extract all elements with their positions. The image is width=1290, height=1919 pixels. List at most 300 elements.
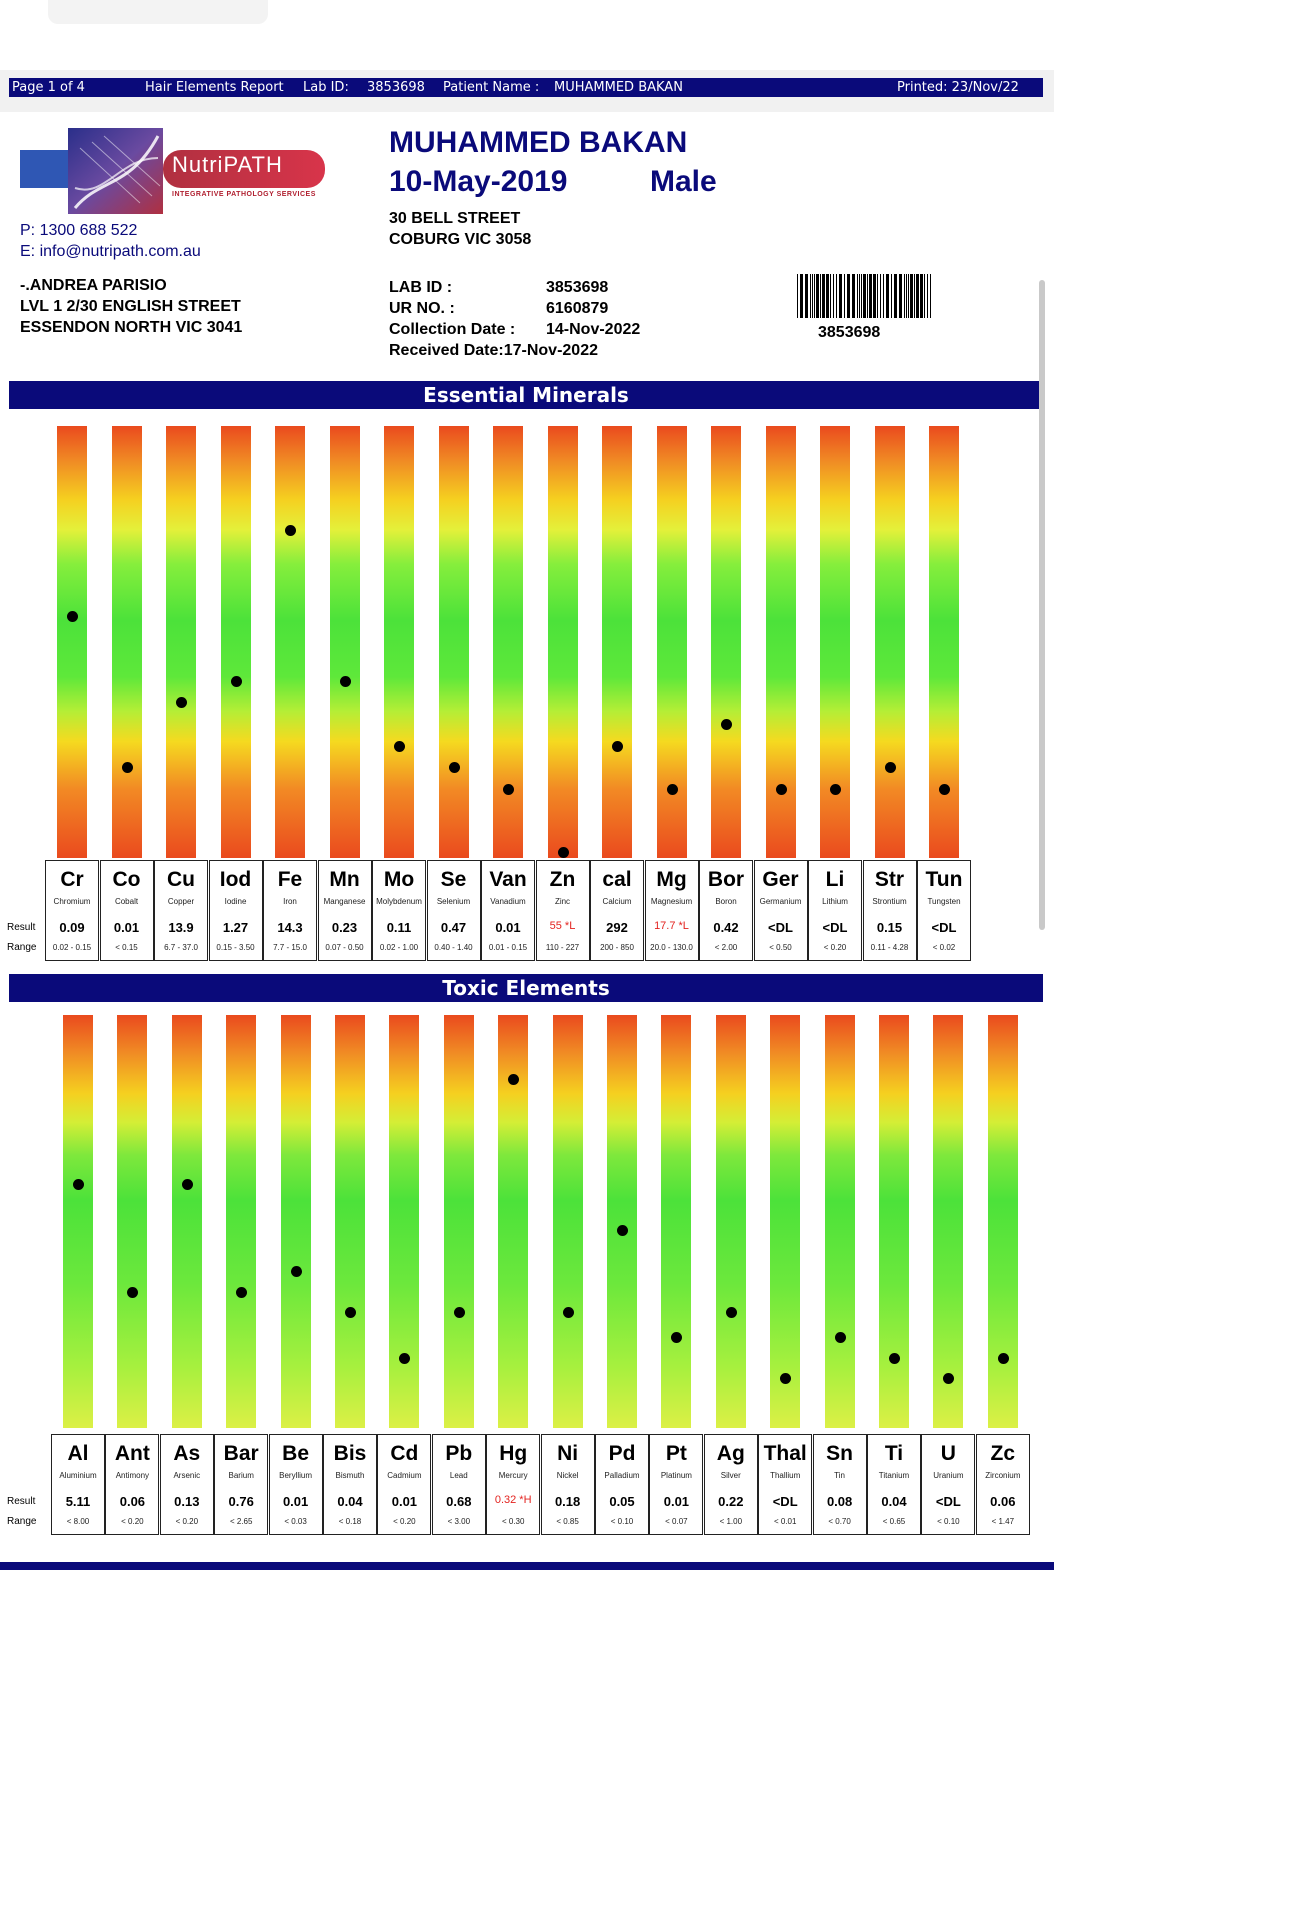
barcode-bar [930,274,931,318]
header-patient-name: MUHAMMED BAKAN [554,80,683,95]
barcode-bar [920,274,923,318]
essential-range-co: < 0.15 [115,943,138,952]
essential-name-se: Selenium [436,897,471,906]
toxic-bar-bis [335,1015,365,1428]
essential-name-mg: Magnesium [650,897,693,906]
barcode-bar [899,274,902,318]
toxic-cell-zc [976,1434,1030,1535]
toxic-symbol-u: U [940,1442,956,1465]
essential-bar-mo [384,426,414,858]
patient-name: MUHAMMED BAKAN [389,126,688,159]
toxic-cell-bar [214,1434,268,1535]
toxic-range-thal: < 0.01 [773,1517,797,1526]
toxic-marker-bar [236,1287,247,1298]
essential-range-mo: 0.02 - 1.00 [379,943,419,952]
barcode-number: 3853698 [818,324,881,341]
essential-cell-mg [645,860,699,961]
toxic-result-pd: 0.05 [609,1494,635,1509]
essential-result-str: 0.15 [876,920,903,935]
toxic-bar-be [281,1015,311,1428]
header-lab-id-label: Lab ID: [303,80,349,95]
essential-result-van: 0.01 [495,920,521,935]
phone: P: 1300 688 522 [20,222,138,239]
ur-label: UR NO. : [389,300,455,317]
essential-minerals-heading: Essential Minerals [9,381,1043,409]
essential-result-cr: 0.09 [59,920,85,935]
essential-symbol-mo: Mo [383,868,415,891]
essential-bar-str [875,426,905,858]
barcode-bar [800,274,803,318]
barcode-bar [883,274,884,318]
essential-name-fe: Iron [283,897,297,906]
essential-marker-bor [721,719,732,730]
toxic-bar-sn [825,1015,855,1428]
barcode-bar [839,274,842,318]
essential-symbol-se: Se [440,868,467,891]
essential-symbol-van: Van [489,868,527,891]
essential-cell-str [863,860,917,961]
essential-marker-str [885,762,896,773]
essential-cell-li [808,860,862,961]
toxic-range-row-label: Range [7,1516,37,1527]
toxic-bar-al [63,1015,93,1428]
toxic-bar-as [172,1015,202,1428]
barcode-bar [833,274,834,318]
barcode-bar [886,274,889,318]
toxic-result-ant: 0.06 [119,1494,146,1509]
essential-range-iod: 0.15 - 3.50 [216,943,255,952]
essential-name-li: Lithium [822,897,848,906]
toxic-name-ni: Nickel [556,1471,579,1480]
barcode-bar [927,274,928,318]
essential-bar-cr [57,426,87,858]
lab-id-label: LAB ID : [389,279,453,296]
barcode-bar [847,274,850,318]
toxic-result-row-label: Result [7,1496,36,1507]
toxic-range-cd: < 0.20 [393,1517,416,1526]
essential-marker-tun [939,784,950,795]
essential-range-zn: 110 - 227 [545,943,580,952]
essential-result-bor: 0.42 [713,920,739,935]
essential-bar-bor [711,426,741,858]
barcode-bar [826,274,829,318]
essential-name-iod: Iodine [224,897,247,906]
toxic-cell-bis [323,1434,377,1535]
toxic-cell-ti [867,1434,921,1535]
toxic-name-pb: Lead [449,1471,468,1480]
barcode-bar [914,274,915,318]
barcode-bar [863,274,866,318]
toxic-symbol-pt: Pt [665,1442,687,1465]
header-patient-label: Patient Name : [443,80,540,95]
toxic-symbol-al: Al [67,1442,89,1465]
essential-result-mo: 0.11 [386,920,412,935]
toxic-bar-ni [553,1015,583,1428]
toxic-symbol-hg: Hg [499,1442,528,1465]
essential-symbol-str: Str [874,868,905,891]
toxic-result-hg: 0.32 *H [494,1494,532,1506]
doctor-name: -.ANDREA PARISIO [20,277,167,294]
toxic-range-bar: < 2.65 [229,1517,253,1526]
essential-symbol-fe: Fe [277,868,303,891]
essential-range-tun: < 0.02 [932,943,956,952]
essential-bar-mn [330,426,360,858]
toxic-bar-u [933,1015,963,1428]
essential-marker-fe [285,525,296,536]
essential-bar-co [112,426,142,858]
essential-result-iod: 1.27 [222,920,249,935]
barcode-bar [869,274,872,318]
toxic-name-thal: Thallium [770,1471,801,1480]
essential-result-zn: 55 *L [549,920,576,932]
essential-cell-mo [372,860,426,961]
toxic-range-pb: < 3.00 [447,1517,471,1526]
barcode-bar [910,274,913,318]
essential-cell-cu [154,860,208,961]
toxic-marker-be [291,1266,302,1277]
essential-range-cr: 0.02 - 0.15 [52,943,92,952]
essential-symbol-ger: Ger [762,868,799,891]
essential-result-se: 0.47 [440,920,467,935]
toxic-symbol-be: Be [282,1442,310,1465]
toxic-symbol-pb: Pb [445,1442,473,1465]
essential-marker-li [830,784,841,795]
essential-symbol-mn: Mn [329,868,360,891]
toxic-name-hg: Mercury [498,1471,528,1480]
essential-cell-van [481,860,535,961]
doctor-address-2: ESSENDON NORTH VIC 3041 [20,319,243,336]
barcode-bar [812,274,813,318]
essential-name-str: Strontium [872,897,907,906]
essential-name-ger: Germanium [759,897,802,906]
barcode-bar [859,274,860,318]
barcode-bar [857,274,858,318]
essential-marker-mg [667,784,678,795]
essential-marker-mn [340,676,351,687]
toxic-cell-pb [432,1434,486,1535]
patient-address-1: 30 BELL STREET [389,210,521,227]
toxic-range-u: < 0.10 [937,1517,960,1526]
essential-bar-cal [602,426,632,858]
essential-symbol-cal: cal [602,868,632,891]
essential-marker-cal [612,741,623,752]
essential-result-mg: 17.7 *L [654,920,689,932]
barcode-bar [844,274,845,318]
barcode-bar [805,274,808,318]
essential-name-cu: Copper [167,897,195,906]
toxic-result-u: <DL [935,1494,961,1509]
report-header-bar [9,78,1043,97]
toxic-name-sn: Tin [834,1471,845,1480]
barcode-bar [867,274,868,318]
essential-name-cr: Chromium [53,897,91,906]
essential-cell-fe [263,860,317,961]
patient-address-2: COBURG VIC 3058 [389,231,532,248]
toxic-bar-ti [879,1015,909,1428]
toxic-result-sn: 0.08 [826,1494,853,1509]
toxic-symbol-ant: Ant [114,1442,150,1465]
essential-bar-se [439,426,469,858]
barcode-bar [906,274,907,318]
toxic-marker-zc [998,1353,1009,1364]
barcode-bar [814,274,815,318]
printed-date: Printed: 23/Nov/22 [897,80,1019,95]
barcode-bar [822,274,825,318]
toxic-bar-pd [607,1015,637,1428]
essential-symbol-tun: Tun [925,868,963,891]
essential-result-row-label: Result [7,922,36,933]
essential-range-mg: 20.0 - 130.0 [650,943,693,952]
toxic-name-ti: Titanium [878,1471,910,1480]
toxic-result-thal: <DL [772,1494,798,1509]
barcode-bar [797,274,798,318]
toxic-cell-ant [105,1434,159,1535]
toxic-range-ti: < 0.65 [882,1517,906,1526]
toxic-symbol-ag: Ag [716,1442,745,1465]
next-page-header-fragment [0,1562,1054,1570]
essential-result-mn: 0.23 [331,920,358,935]
essential-range-cu: 6.7 - 37.0 [164,943,198,952]
toxic-cell-pt [649,1434,703,1535]
barcode-bar [830,274,831,318]
toxic-range-sn: < 0.70 [828,1517,851,1526]
toxic-cell-be [269,1434,323,1535]
essential-result-li: <DL [822,920,848,935]
barcode [797,274,933,318]
essential-range-van: 0.01 - 0.15 [488,943,528,952]
toxic-marker-pd [617,1225,628,1236]
page-indicator: Page 1 of 4 [12,80,85,95]
toxic-cell-u [921,1434,975,1535]
scrollbar[interactable] [1039,280,1045,930]
toxic-range-be: < 0.03 [284,1517,307,1526]
essential-name-tun: Tungsten [927,897,961,906]
toxic-name-u: Uranium [933,1471,964,1480]
essential-cell-bor [699,860,753,961]
barcode-bar [873,274,876,318]
barcode-bar [852,274,855,318]
essential-range-li: < 0.20 [823,943,847,952]
toxic-result-zc: 0.06 [990,1494,1016,1509]
patient-sex: Male [650,165,717,198]
toxic-name-ag: Silver [720,1471,741,1480]
essential-range-fe: 7.7 - 15.0 [273,943,307,952]
toxic-symbol-zc: Zc [990,1442,1016,1465]
barcode-bar [816,274,819,318]
logo-tagline: INTEGRATIVE PATHOLOGY SERVICES [172,191,316,198]
toxic-range-ni: < 0.85 [556,1517,579,1526]
toxic-cell-ag [704,1434,758,1535]
toxic-cell-hg [486,1434,540,1535]
toxic-cell-sn [813,1434,867,1535]
essential-name-bor: Boron [715,897,737,906]
toxic-bar-cd [389,1015,419,1428]
essential-cell-tun [917,860,971,961]
essential-symbol-cr: Cr [60,868,84,891]
essential-symbol-mg: Mg [656,868,687,891]
essential-range-cal: 200 - 850 [600,943,634,952]
essential-result-fe: 14.3 [277,920,303,935]
toxic-name-bar: Barium [228,1471,254,1480]
essential-bar-iod [221,426,251,858]
barcode-bar [904,274,905,318]
essential-cell-mn [318,860,372,961]
toxic-name-bis: Bismuth [335,1471,365,1480]
barcode-bar [916,274,919,318]
toxic-result-ti: 0.04 [881,1494,907,1509]
essential-symbol-li: Li [825,868,845,891]
essential-result-cu: 13.9 [168,920,194,935]
header-lab-id: 3853698 [367,80,425,95]
toxic-symbol-bar: Bar [223,1442,259,1465]
barcode-bar [836,274,837,318]
collection-label: Collection Date : [389,321,516,338]
toxic-result-pb: 0.68 [446,1494,472,1509]
essential-cell-se [427,860,481,961]
toxic-name-ant: Antimony [115,1471,150,1480]
essential-range-mn: 0.07 - 0.50 [325,943,364,952]
toxic-marker-ti [889,1353,900,1364]
toxic-elements-heading: Toxic Elements [9,974,1043,1002]
toxic-bar-bar [226,1015,256,1428]
toxic-cell-as [160,1434,214,1535]
barcode-bar [908,274,909,318]
toxic-result-ag: 0.22 [718,1494,744,1509]
toxic-cell-thal [758,1434,812,1535]
essential-name-cal: Calcium [602,897,632,906]
toxic-symbol-ni: Ni [557,1442,579,1465]
toxic-range-ant: < 0.20 [121,1517,144,1526]
essential-name-co: Cobalt [114,897,139,906]
toxic-cell-al [51,1434,105,1535]
email: E: info@nutripath.com.au [20,243,201,260]
essential-minerals-chart [0,409,1054,969]
essential-name-van: Vanadium [490,897,526,906]
barcode-bar [877,274,878,318]
logo-brand: NutriPATH [172,152,283,177]
toxic-range-al: < 8.00 [66,1517,90,1526]
toxic-name-as: Arsenic [173,1471,201,1480]
essential-cell-cal [590,860,644,961]
toxic-bar-pb [444,1015,474,1428]
essential-result-cal: 292 [606,920,628,935]
essential-marker-co [122,762,133,773]
essential-cell-co [100,860,154,961]
toxic-cell-pd [595,1434,649,1535]
toxic-elements-chart [0,1002,1054,1557]
essential-symbol-iod: Iod [219,868,252,891]
barcode-bar [894,274,897,318]
essential-bar-cu [166,426,196,858]
toxic-range-pd: < 0.10 [610,1517,634,1526]
essential-symbol-zn: Zn [549,868,576,891]
toxic-name-cd: Cadmium [387,1471,422,1480]
lab-id-value: 3853698 [546,279,609,296]
essential-bar-fe [275,426,305,858]
barcode-bar [880,274,881,318]
barcode-bar [820,274,821,318]
essential-cell-zn [536,860,590,961]
toxic-bar-thal [770,1015,800,1428]
toxic-symbol-thal: Thal [763,1442,807,1465]
toxic-result-be: 0.01 [282,1494,309,1509]
toxic-result-bar: 0.76 [228,1494,254,1509]
toxic-result-pt: 0.01 [663,1494,690,1509]
toxic-result-bis: 0.04 [337,1494,363,1509]
essential-marker-mo [394,741,405,752]
barcode-bar [810,274,811,318]
toxic-name-al: Aluminium [59,1471,97,1480]
essential-range-se: 0.40 - 1.40 [434,943,473,952]
essential-cell-cr [45,860,99,961]
essential-range-str: 0.11 - 4.28 [870,943,909,952]
received-date: Received Date:17-Nov-2022 [389,342,598,359]
essential-symbol-cu: Cu [167,868,195,891]
barcode-bar [861,274,862,318]
doctor-address-1: LVL 1 2/30 ENGLISH STREET [20,298,241,315]
barcode-bar [891,274,892,318]
toxic-symbol-sn: Sn [826,1442,854,1465]
toxic-result-al: 5.11 [65,1494,91,1509]
essential-marker-iod [231,676,242,687]
toxic-range-pt: < 0.07 [665,1517,688,1526]
toxic-symbol-ti: Ti [884,1442,904,1465]
toxic-range-ag: < 1.00 [719,1517,743,1526]
essential-range-bor: < 2.00 [714,943,738,952]
toxic-range-as: < 0.20 [175,1517,199,1526]
essential-name-mn: Manganese [323,897,366,906]
essential-symbol-co: Co [112,868,141,891]
toxic-cell-ni [541,1434,595,1535]
toxic-bar-ant [117,1015,147,1428]
essential-marker-cr [67,611,78,622]
essential-range-row-label: Range [7,942,37,953]
essential-name-mo: Molybdenum [376,897,422,906]
toxic-name-pt: Platinum [660,1471,692,1480]
essential-marker-zn [558,847,569,858]
toxic-symbol-cd: Cd [390,1442,419,1465]
essential-result-ger: <DL [768,920,793,935]
toxic-symbol-pd: Pd [608,1442,636,1465]
nutripath-logo [20,128,330,218]
collection-value: 14-Nov-2022 [546,321,641,338]
ur-value: 6160879 [546,300,609,317]
report-title: Hair Elements Report [145,80,284,95]
toxic-result-ni: 0.18 [554,1494,581,1509]
toxic-name-zc: Zirconium [985,1471,1021,1480]
toxic-result-as: 0.13 [174,1494,200,1509]
essential-name-zn: Zinc [554,897,571,906]
essential-cell-ger [754,860,808,961]
toxic-marker-sn [835,1332,846,1343]
essential-result-co: 0.01 [113,920,140,935]
essential-range-ger: < 0.50 [769,943,792,952]
toxic-bar-ag [716,1015,746,1428]
toxic-bar-zc [988,1015,1018,1428]
toxic-result-cd: 0.01 [391,1494,418,1509]
toxic-marker-ni [563,1307,574,1318]
essential-bar-zn [548,426,578,858]
essential-marker-ger [776,784,787,795]
toxic-name-be: Beryllium [279,1471,313,1480]
essential-symbol-bor: Bor [707,868,745,891]
toxic-range-bis: < 0.18 [338,1517,362,1526]
toxic-symbol-as: As [173,1442,201,1465]
toxic-name-pd: Palladium [604,1471,640,1480]
essential-result-tun: <DL [931,920,957,935]
toxic-bar-pt [661,1015,691,1428]
patient-dob: 10-May-2019 [389,165,568,198]
